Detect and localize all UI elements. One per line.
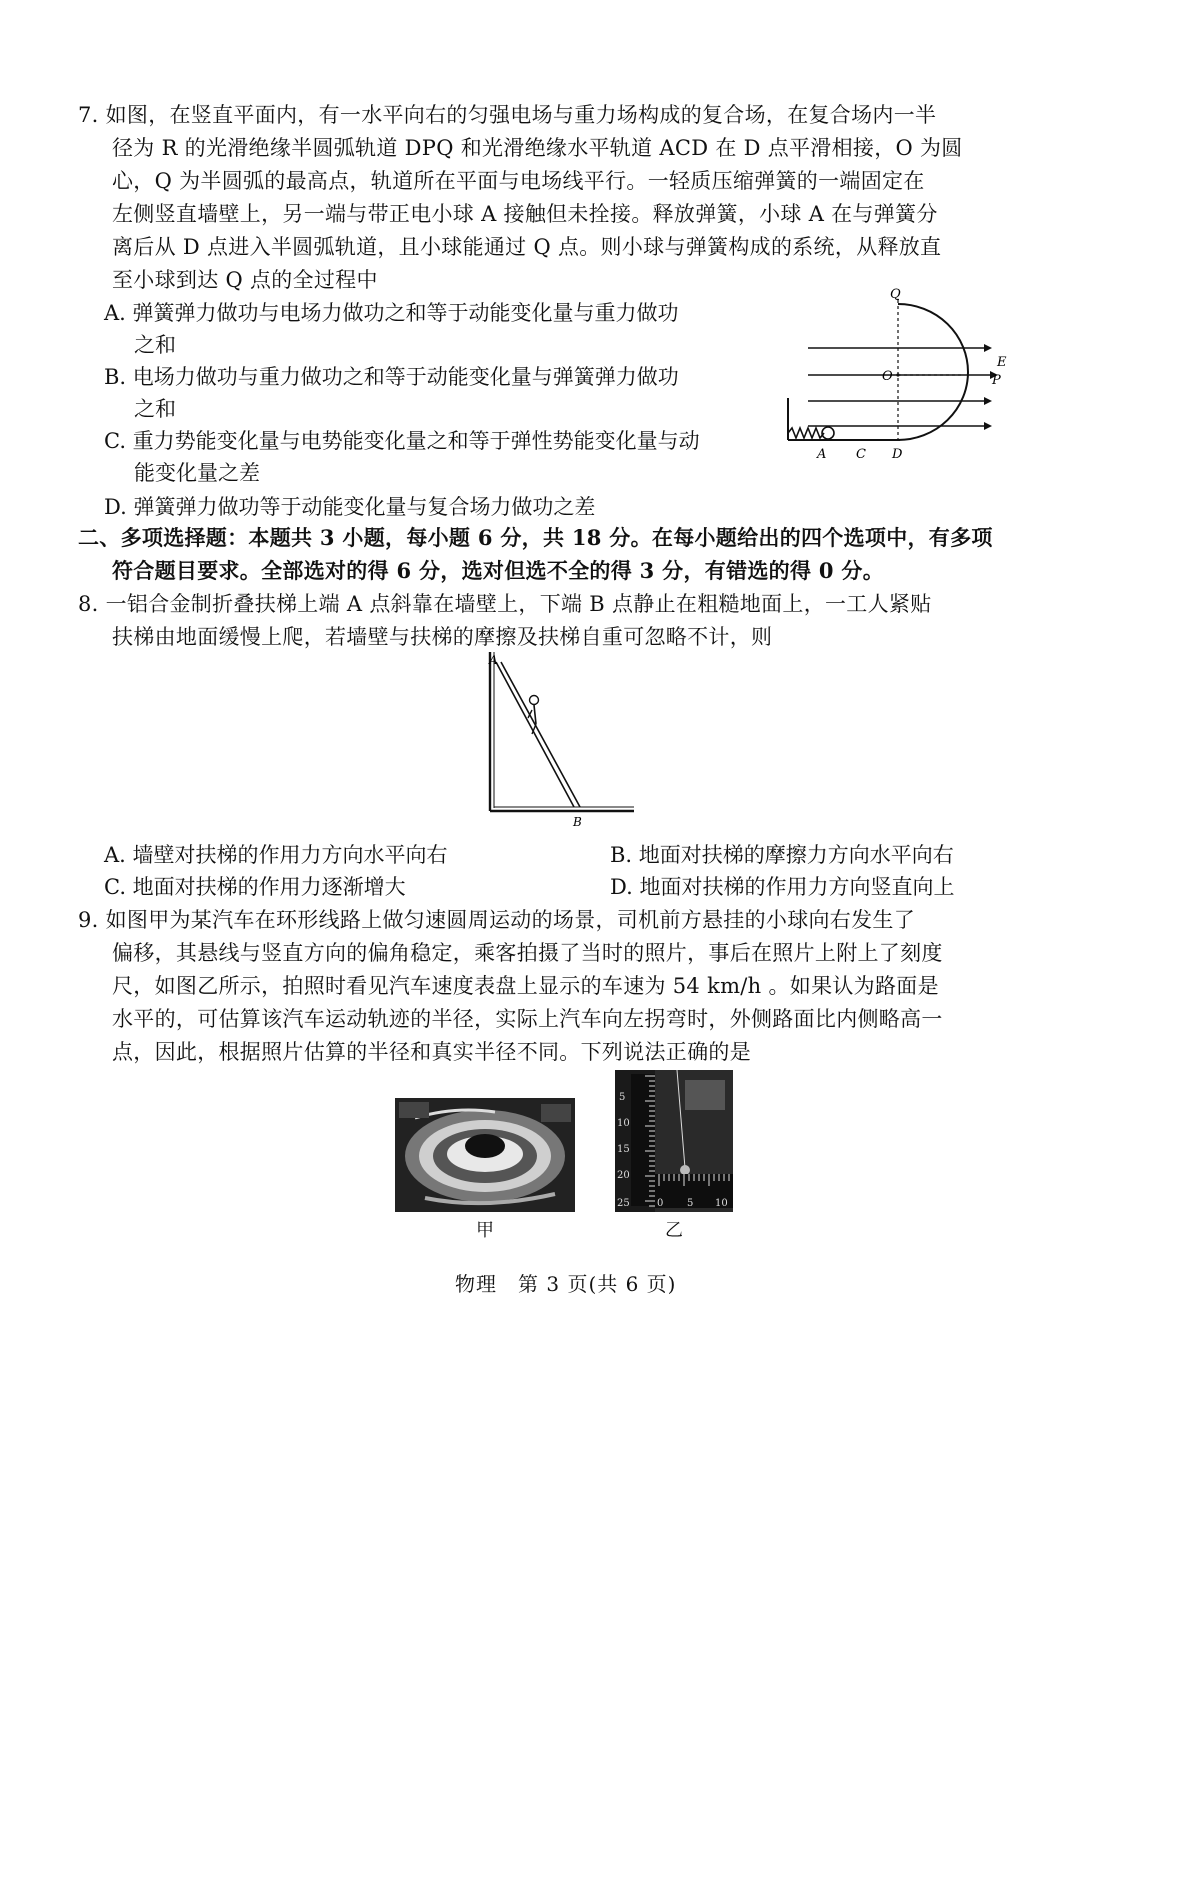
q7-option-c: C. 重力势能变化量与电势能变化量之和等于弹性势能变化量与动 — [104, 429, 700, 453]
ruler-v-label-25: 25 — [617, 1198, 630, 1209]
ruler-h-label-10: 10 — [715, 1198, 728, 1209]
q9-photo-yi — [615, 1070, 733, 1212]
q7-label-a: A — [817, 447, 827, 462]
q7-option-a: A. 弹簧弹力做功与电场力做功之和等于动能变化量与重力做功 — [104, 301, 679, 325]
q9-line-3: 尺，如图乙所示，拍照时看见汽车速度表盘上显示的车速为 54 km/h 。如果认为路面是 — [112, 974, 939, 998]
section-2-line-2: 符合题目要求。全部选对的得 6 分，选对但选不全的得 3 分，有错选的得 0 分。 — [112, 558, 884, 583]
q7-option-b-cont: 之和 — [134, 397, 176, 421]
q9-line-5: 点，因此，根据照片估算的半径和真实半径不同。下列说法正确的是 — [112, 1040, 751, 1064]
q7-line-1: 7. 如图，在竖直平面内，有一水平向右的匀强电场与重力场构成的复合场，在复合场内一半 — [78, 103, 937, 127]
q7-line-6: 至小球到达 Q 点的全过程中 — [112, 268, 378, 292]
q8-option-a: A. 墙壁对扶梯的作用力方向水平向右 — [104, 843, 448, 867]
section-2-line-1: 二、多项选择题：本题共 3 小题，每小题 6 分，共 18 分。在每小题给出的四个选项中，有多项 — [78, 525, 993, 550]
q7-option-c-cont: 能变化量之差 — [134, 461, 260, 485]
q8-label-b: B — [573, 815, 582, 829]
ruler-h-label-0: 0 — [657, 1198, 664, 1209]
q7-label-c: C — [856, 447, 866, 462]
q7-line-2: 径为 R 的光滑绝缘半圆弧轨道 DPQ 和光滑绝缘水平轨道 ACD 在 D 点平滑相接，O 为圆 — [112, 136, 963, 160]
q9-line-1: 9. 如图甲为某汽车在环形线路上做匀速圆周运动的场景，司机前方悬挂的小球向右发生了 — [78, 908, 916, 932]
q7-option-a-cont: 之和 — [134, 333, 176, 357]
ruler-v-label-5: 5 — [619, 1092, 626, 1103]
q7-line-3: 心，Q 为半圆弧的最高点，轨道所在平面与电场线平行。一轻质压缩弹簧的一端固定在 — [112, 169, 925, 193]
q9-line-2: 偏移，其悬线与竖直方向的偏角稳定，乘客拍摄了当时的照片，事后在照片上附上了刻度 — [112, 941, 943, 965]
q9-line-4: 水平的，可估算该汽车运动轨迹的半径，实际上汽车向左拐弯时，外侧路面比内侧略高一 — [112, 1007, 943, 1031]
q7-option-d: D. 弹簧弹力做功等于动能变化量与复合场力做功之差 — [104, 495, 596, 519]
page-footer: 物理 第 3 页(共 6 页) — [455, 1272, 677, 1296]
q8-option-b: B. 地面对扶梯的摩擦力方向水平向右 — [610, 843, 954, 867]
q7-diagram — [780, 288, 1030, 478]
q9-photo-jia — [395, 1098, 575, 1212]
q9-caption-yi: 乙 — [665, 1220, 683, 1241]
ruler-v-label-10: 10 — [617, 1118, 630, 1129]
q7-label-e: E — [997, 355, 1007, 370]
q7-label-q: Q — [890, 288, 901, 302]
q7-line-4: 左侧竖直墙壁上，另一端与带正电小球 A 接触但未拴接。释放弹簧，小球 A 在与弹簧分 — [112, 202, 938, 226]
ruler-h-label-5: 5 — [687, 1198, 694, 1209]
q7-option-b: B. 电场力做功与重力做功之和等于动能变化量与弹簧弹力做功 — [104, 365, 679, 389]
q8-label-a: A — [489, 653, 498, 667]
q7-label-o: O — [882, 369, 893, 384]
q8-line-1: 8. 一铝合金制折叠扶梯上端 A 点斜靠在墙壁上，下端 B 点静止在粗糙地面上，一工人紧贴 — [78, 592, 932, 616]
ruler-v-label-15: 15 — [617, 1144, 630, 1155]
q7-label-p: P — [992, 373, 1001, 388]
q8-option-c: C. 地面对扶梯的作用力逐渐增大 — [104, 875, 406, 899]
q8-option-d: D. 地面对扶梯的作用力方向竖直向上 — [610, 875, 955, 899]
q7-label-d: D — [892, 447, 903, 462]
q8-diagram — [470, 648, 650, 830]
q8-line-2: 扶梯由地面缓慢上爬，若墙壁与扶梯的摩擦及扶梯自重可忽略不计，则 — [112, 625, 773, 649]
q7-line-5: 离后从 D 点进入半圆弧轨道，且小球能通过 Q 点。则小球与弹簧构成的系统，从释放直 — [112, 235, 942, 259]
ruler-v-label-20: 20 — [617, 1170, 630, 1181]
q9-caption-jia: 甲 — [476, 1220, 494, 1241]
